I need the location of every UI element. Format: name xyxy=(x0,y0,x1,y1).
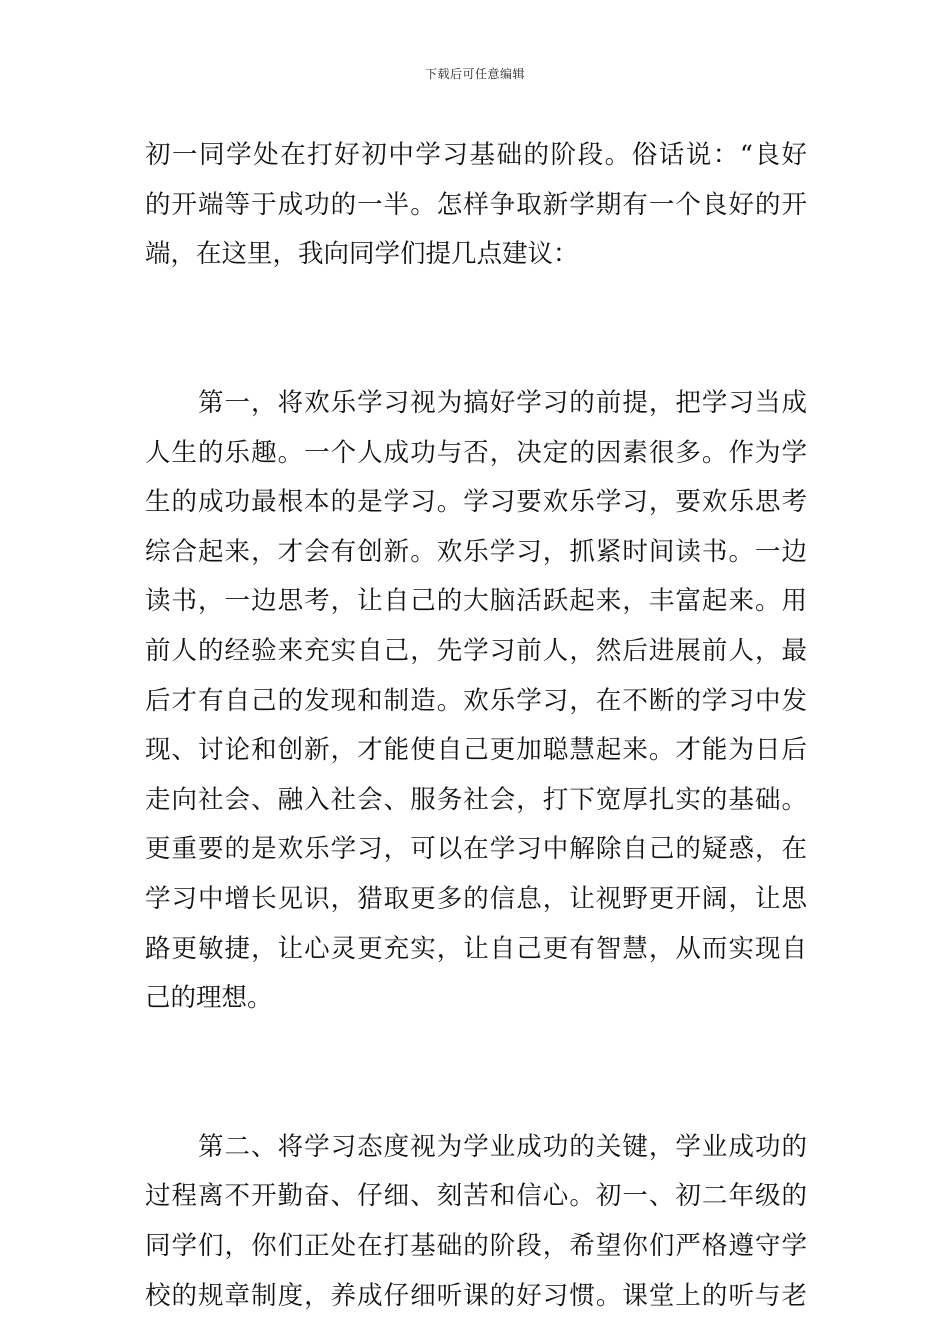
paragraph-spacer xyxy=(145,1073,807,1123)
paragraph-2-line-9: 走向社会、融入社会、服务社会，打下宽厚扎实的基础。 xyxy=(145,784,807,815)
paragraph-1-line-3: 端，在这里，我向同学们提几点建议： xyxy=(145,239,579,270)
paragraph-2-line-3: 生的成功最根本的是学习。学习要欢乐学习，要欢乐思考 xyxy=(145,487,807,518)
paragraph-2-line-8: 现、讨论和创新，才能使自己更加聪慧起来。才能为日后 xyxy=(145,735,807,766)
paragraph-3-line-1: 第二、将学习态度视为学业成功的关键，学业成功的 xyxy=(198,1131,807,1162)
paragraph-2-line-11: 学习中增长见识，猎取更多的信息，让视野更开阔，让思 xyxy=(145,883,807,914)
paragraph-2-line-5: 读书，一边思考，让自己的大脑活跃起来，丰富起来。用 xyxy=(145,586,807,617)
paragraph-3-line-4: 校的规章制度，养成仔细听课的好习惯。课堂上的听与老 xyxy=(145,1280,807,1311)
paragraph-2-line-2: 人生的乐趣。一个人成功与否，决定的因素很多。作为学 xyxy=(145,437,807,468)
paragraph-spacer xyxy=(145,329,807,379)
paragraph-spacer xyxy=(145,1024,807,1074)
paragraph-1-line-1: 初一同学处在打好初中学习基础的阶段。俗话说：“良好 xyxy=(145,140,807,170)
header-note: 下载后可任意编辑 xyxy=(424,67,525,81)
paragraph-2-line-1: 第一，将欢乐学习视为搞好学习的前提，把学习当成 xyxy=(198,387,807,418)
paragraph-1-line-2: 的开端等于成功的一半。怎样争取新学期有一个良好的开 xyxy=(145,189,807,220)
paragraph-2-line-10: 更重要的是欢乐学习，可以在学习中解除自己的疑惑，在 xyxy=(145,834,807,865)
paragraph-3-line-2: 过程离不开勤奋、仔细、刻苦和信心。初一、初二年级的 xyxy=(145,1181,807,1212)
paragraph-2-line-7: 后才有自己的发现和制造。欢乐学习，在不断的学习中发 xyxy=(145,685,807,716)
paragraph-2-line-6: 前人的经验来充实自己，先学习前人，然后进展前人，最 xyxy=(145,635,807,666)
paragraph-2-line-4: 综合起来，才会有创新。欢乐学习，抓紧时间读书。一边 xyxy=(145,536,807,567)
paragraph-2-line-12: 路更敏捷，让心灵更充实，让自己更有智慧，从而实现自 xyxy=(145,933,807,964)
paragraph-3-line-3: 同学们，你们正处在打基础的阶段，希望你们严格遵守学 xyxy=(145,1231,807,1262)
document-body xyxy=(145,131,807,1321)
paragraph-2-line-13: 己的理想。 xyxy=(145,983,273,1014)
paragraph-spacer xyxy=(145,280,807,330)
